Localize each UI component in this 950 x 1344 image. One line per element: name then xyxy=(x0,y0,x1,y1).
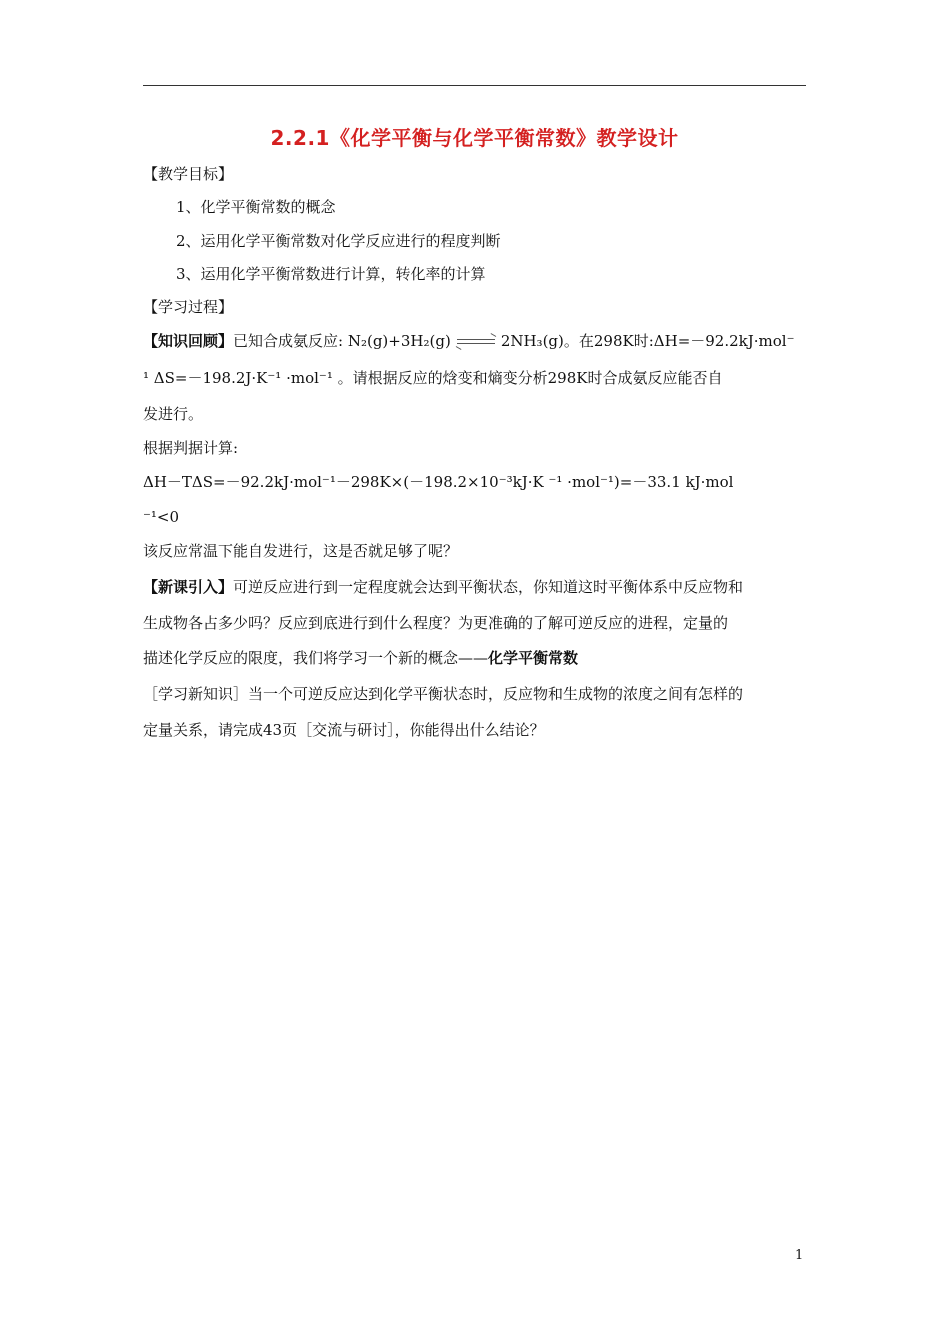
calc-line-1: ΔH－TΔS=－92.2kJ·mol⁻¹－298K×(－198.2×10⁻³kJ·K ⁻¹ ·mol⁻¹)=－33.1 kJ·mol xyxy=(143,473,734,491)
newlesson-text-3: 描述化学反应的限度，我们将学习一个新的概念—— xyxy=(143,649,489,667)
newknowledge-line-1: ［学习新知识］当一个可逆反应达到化学平衡状态时，反应物和生成物的浓度之间有怎样的 xyxy=(143,685,744,703)
newlesson-text-1: 可逆反应进行到一定程度就会达到平衡状态，你知道这时平衡体系中反应物和 xyxy=(233,578,744,596)
goal-item-2: 2、运用化学平衡常数对化学反应进行的程度判断 xyxy=(176,232,501,250)
newlesson-concept: 化学平衡常数 xyxy=(488,649,579,667)
review-label: 【知识回顾】 xyxy=(143,332,234,350)
newknowledge-line-2: 定量关系，请完成43页［交流与研讨］，你能得出什么结论？ xyxy=(143,721,545,739)
review-product: 2NH₃(g) xyxy=(500,332,564,350)
review-reactants: N₂(g)+3H₂(g) xyxy=(347,332,451,350)
newlesson-line-2: 生成物各占多少吗？反应到底进行到什么程度？为更准确的了解可逆反应的进程，定量的 xyxy=(143,614,729,632)
goal-item-1: 1、化学平衡常数的概念 xyxy=(176,198,336,216)
process-heading: 【学习过程】 xyxy=(143,298,234,316)
goals-heading: 【教学目标】 xyxy=(143,165,234,183)
review-line-2: ¹ ΔS=－198.2J·K⁻¹ ·mol⁻¹ 。请根据反应的焓变和熵变分析298K时合成氨反应能否自 xyxy=(143,369,723,387)
review-line-3: 发进行。 xyxy=(143,405,204,423)
newlesson-label: 【新课引入】 xyxy=(143,578,234,596)
review-intro: 已知合成氨反应: xyxy=(233,332,348,350)
review-line-1 xyxy=(143,331,806,351)
header-rule xyxy=(143,85,806,86)
question-text: 该反应常温下能自发进行，这是否就足够了呢？ xyxy=(143,542,459,560)
newlesson-line-3 xyxy=(143,648,806,668)
calc-heading: 根据判据计算: xyxy=(143,439,239,457)
goal-item-3: 3、运用化学平衡常数进行计算，转化率的计算 xyxy=(176,265,486,283)
review-after: 。在298K时:ΔH=－92.2kJ·mol⁻ xyxy=(563,332,795,350)
page-title: 2.2.1《化学平衡与化学平衡常数》教学设计 xyxy=(270,126,679,150)
page-number: 1 xyxy=(795,1248,804,1263)
calc-line-2: ⁻¹<0 xyxy=(143,508,180,526)
equilibrium-arrow-icon xyxy=(457,337,495,347)
newlesson-line-1 xyxy=(143,577,806,597)
